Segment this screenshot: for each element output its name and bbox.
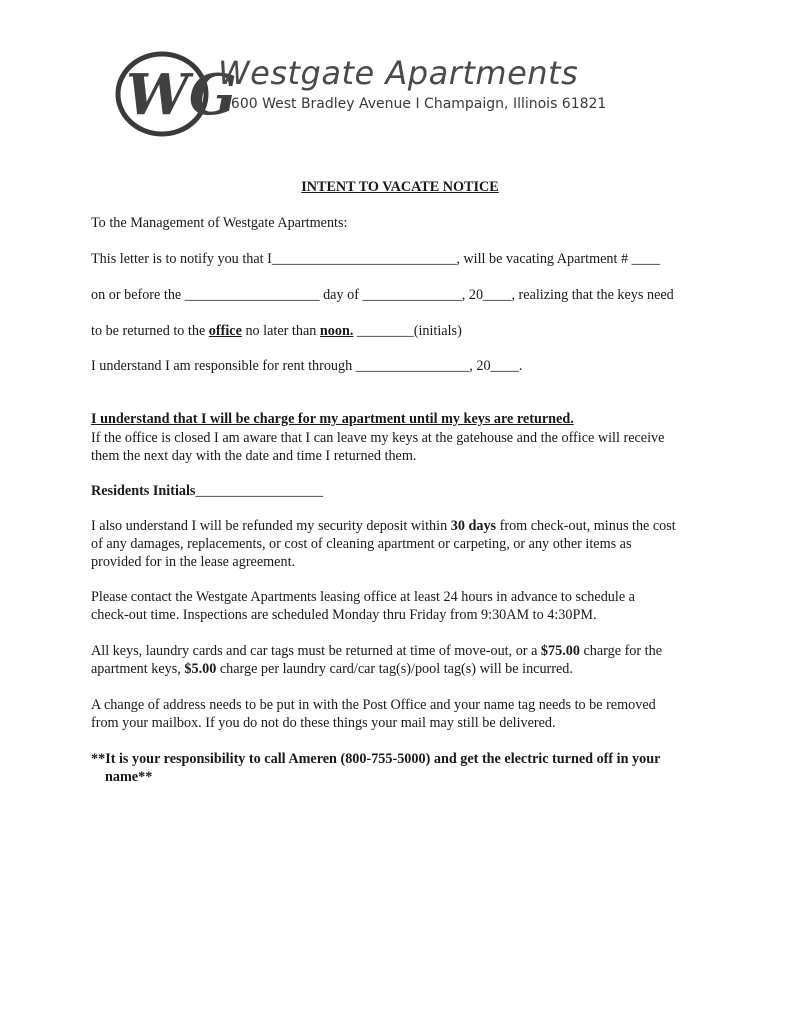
keys-line-2: apartment keys, $5.00 charge per laundry card/car tag(s)/pool tag(s) will be incurred. (91, 661, 573, 677)
brand-name: Westgate Apartments (218, 54, 579, 92)
keys-fee: $75.00 (540, 643, 580, 659)
electric-line-2: name** (105, 769, 153, 785)
gatehouse-line-1: If the office is closed I am aware that I can leave my keys at the gatehouse and the office will receive (91, 430, 665, 446)
electric-line-1: **It is your responsibility to call Ameren (800-755-5000) and get the electric turned off in your (91, 751, 661, 767)
deposit-line-3: provided for in the lease agreement. (91, 554, 296, 570)
address-change-line-1: A change of address needs to be put in with the Post Office and your name tag needs to be removed (91, 697, 656, 713)
brand-address: 1600 West Bradley Avenue I Champaign, Illinois 61821 (222, 96, 607, 112)
residents-initials-blank: __________________ (195, 483, 324, 499)
initials-blank: ________(initials) (353, 323, 462, 339)
deposit-days: 30 days (450, 518, 497, 534)
gatehouse-line-2: them the next day with the date and time I returned them. (91, 448, 417, 464)
salutation: To the Management of Westgate Apartments: (91, 215, 348, 231)
logo-monogram: WG (126, 62, 237, 128)
address-change-line-2: from your mailbox. If you do not do these things your mail may still be delivered. (91, 715, 556, 731)
deposit-line-2: of any damages, replacements, or cost of cleaning apartment or carpeting, or any other items as (91, 536, 632, 552)
deposit-line-1: I also understand I will be refunded my security deposit within 30 days from check-out, minus the cost (91, 518, 676, 534)
notify-line: This letter is to notify you that I__________________________, will be vacating Apartment # ____ (91, 251, 661, 267)
date-line: on or before the ___________________ day of ______________, 20____, realizing that the keys need (91, 287, 674, 303)
card-fee: $5.00 (184, 661, 217, 677)
keys-return-line: to be returned to the office no later than noon. ________(initials) (91, 323, 462, 339)
wg-monogram-icon (112, 48, 237, 142)
noon-word: noon. (319, 323, 354, 339)
contact-line-1: Please contact the Westgate Apartments leasing office at least 24 hours in advance to schedule a (91, 589, 635, 605)
keys-line-1: All keys, laundry cards and car tags must be returned at time of move-out, or a $75.00 charge for the (91, 643, 663, 659)
page-title: INTENT TO VACATE NOTICE (301, 179, 499, 195)
charge-heading: I understand that I will be charge for my apartment until my keys are returned. (91, 411, 574, 427)
residents-initials: Residents Initials__________________ (91, 483, 324, 499)
westgate-logo (112, 48, 632, 142)
contact-line-2: check-out time. Inspections are scheduled Monday thru Friday from 9:30AM to 4:30PM. (91, 607, 597, 623)
office-word: office (208, 323, 242, 339)
rent-line: I understand I am responsible for rent through ________________, 20____. (91, 358, 523, 374)
